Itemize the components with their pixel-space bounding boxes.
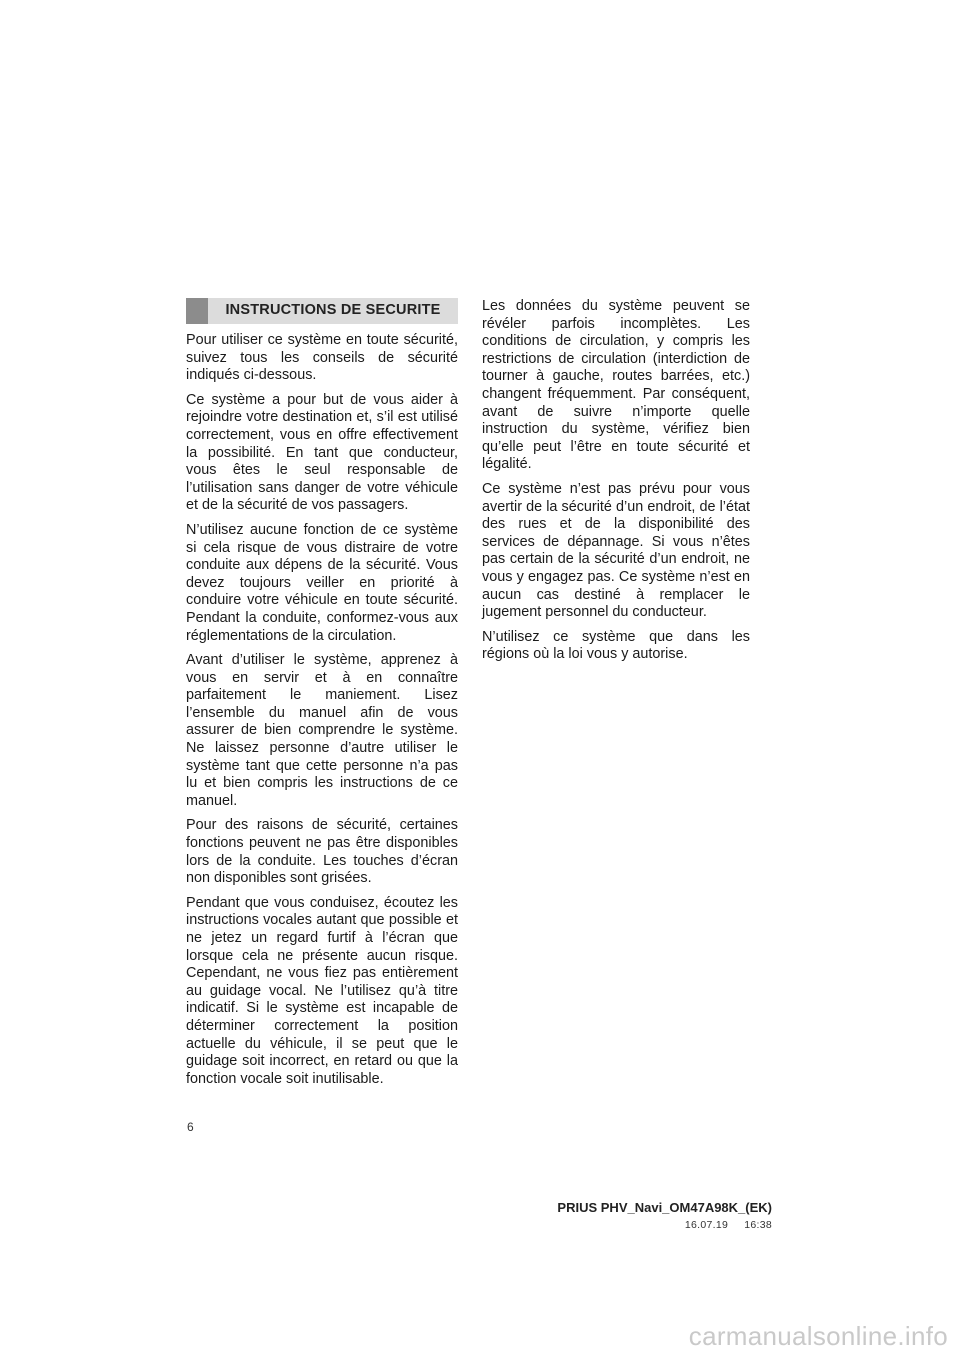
section-header [186,298,458,324]
section-title: INSTRUCTIONS DE SECURITE [225,302,441,319]
page-number: 6 [187,1120,194,1134]
section-marker [186,298,208,324]
paragraph: Ce système n’est pas prévu pour vous avertir de la sécurité d’un endroit, de l’état des rues et de la disponibilité des services de dépannage. Si vous n’êtes pas certain de la sécurité d’un endroit, ne vous y engagez pas. Ce système n’est en aucun cas destiné à remplacer le jugement personnel du conducteur. [482,480,750,621]
document-timestamp: 16.07.19 16:38 [684,1219,772,1231]
paragraph: N’utilisez ce système que dans les régions où la loi vous y autorise. [482,628,750,663]
paragraph: Pour des raisons de sécurité, certaines fonctions peuvent ne pas être disponibles lors de la conduite. Les touches d’écran non disponibles sont grisées. [186,817,458,887]
paragraph: Avant d’utiliser le système, apprenez à vous en servir et à en connaître parfaitement le maniement. Lisez l’ensemble du manuel afin de vous assurer de bien comprendre le système. Ne laissez personne d’autre utiliser le système tant que cette personne n’a pas lu et bien compris les instructions de ce manuel. [186,652,458,809]
paragraph: Pendant que vous conduisez, écoutez les instructions vocales autant que possible et ne jetez un regard furtif à l’écran que lorsque cela ne présente aucun risque. Cependant, ne vous fiez pas entièrement au guidage vocal. Ne l’utilisez qu’à titre indicatif. Si le système est incapable de déterminer correctement la position actuelle du véhicule, il se peut que le guidage soit incorrect, en retard ou que la fonction vocale soit inutilisable. [186,894,458,1087]
watermark: carmanualsonline.info [688,1321,948,1351]
left-column [186,298,458,1095]
document-id: PRIUS PHV_Navi_OM47A98K_(EK) [557,1200,772,1215]
paragraph: Les données du système peuvent se révéler parfois incomplètes. Les conditions de circulation, y compris les restrictions de circulation (interdiction de tourner à gauche, routes barrées, etc.) changent fréquemment. Par conséquent, avant de suivre n’importe quelle instruction du système, vérifiez bien qu’elle peut l’être en toute sécurité et légalité. [482,298,750,473]
paragraph: N’utilisez aucune fonction de ce système si cela risque de vous distraire de votre conduite aux dépens de la sécurité. Vous devez toujours veiller en priorité à conduire votre véhicule en toute sécurité. Pendant la conduite, conformez-vous aux réglementations de la circulation. [186,521,458,644]
paragraph: Pour utiliser ce système en toute sécurité, suivez tous les conseils de sécurité indiqués ci-dessous. [186,332,458,384]
right-column [482,298,750,671]
paragraph: Ce système a pour but de vous aider à rejoindre votre destination et, s’il est utilisé correctement, vous en offre effectivement la possibilité. En tant que conducteur, vous êtes le seul responsable de l’utilisation sans danger de votre véhicule et de la sécurité de vos passagers. [186,391,458,514]
